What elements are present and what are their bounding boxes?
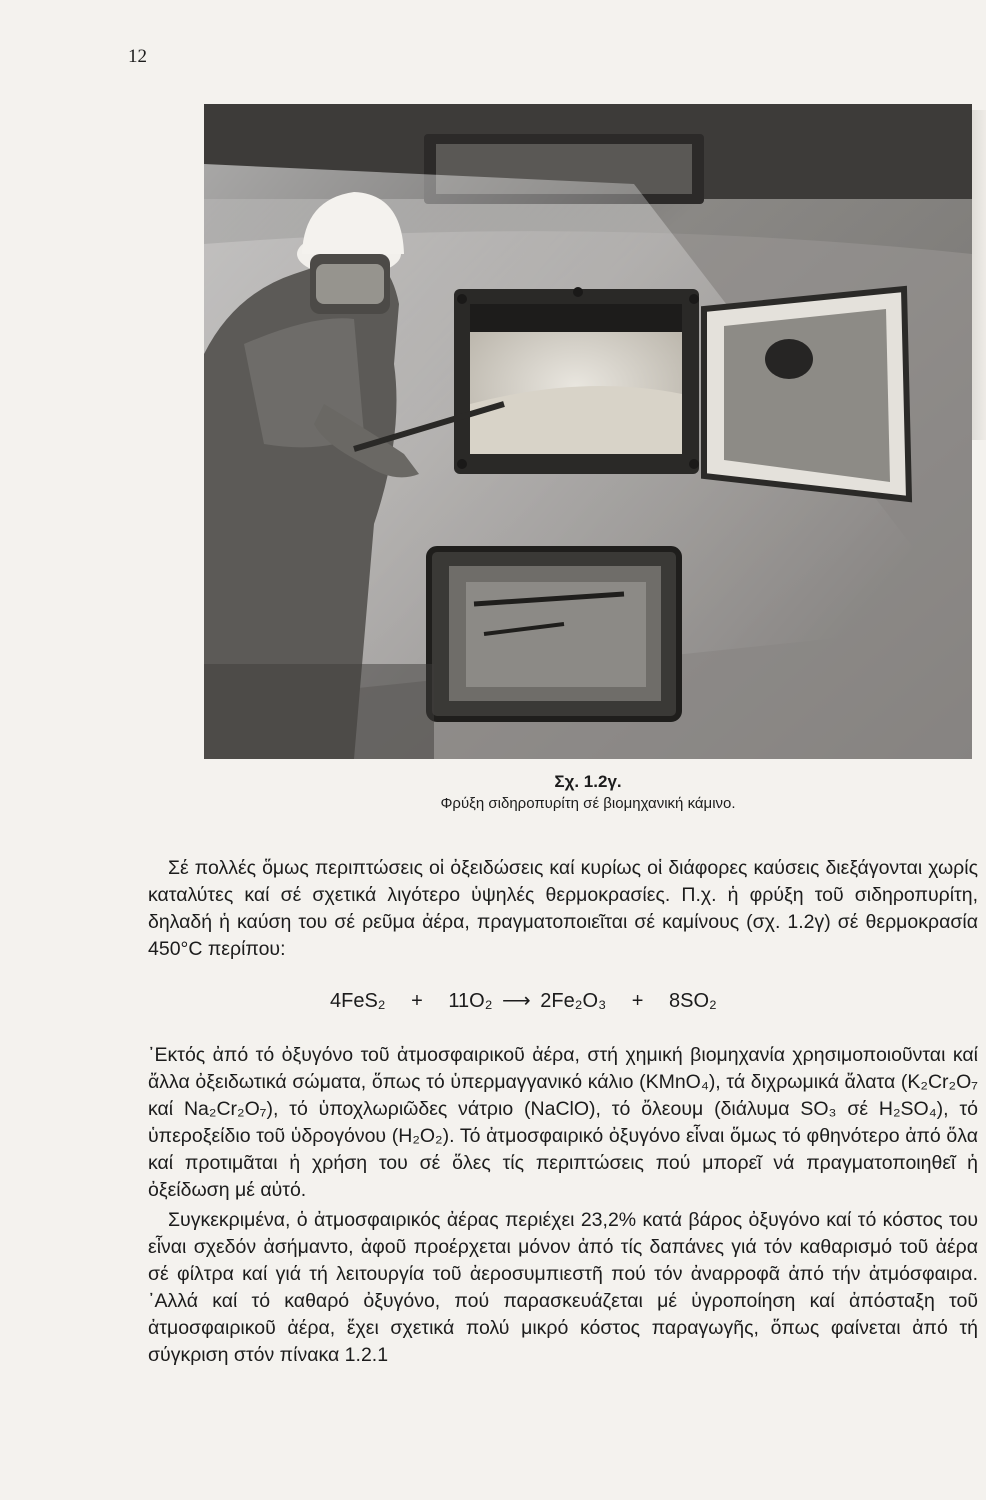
furnace-photo: [204, 104, 972, 759]
equation-plus-1: +: [411, 990, 423, 1012]
paragraph-3: Συγκεκριμένα, ὁ ἀτμοσφαιρικός ἀέρας περιέχει 23,2% κατά βάρος ὀξυγόνο καί τό κόστος του εἶναι σχεδόν ἀσήμαντο, ἀφοῦ προέρχεται μόνον ἀπό τίς δαπάνες γιά τόν καθαρισμό τοῦ ἀέρα σέ φίλτρα καί γιά τή λειτουργία τοῦ ἀεροσυμπιεστῆ πού τόν ἀναρροφᾶ ἀπό τήν ἀτμόσφαιρα. ᾿Αλλά καί τό καθαρό ὀξυγόνο, πού παρασκευάζεται μέ ὑγροποίηση καί ἀπόσταξη τοῦ ἀτμοσφαιρικοῦ ἀέρα, ἔχει σχετικά πολύ μικρό κόστος παραγωγῆς, ὅπως φαίνεται ἀπό τή σύγκριση στόν πίνακα 1.2.1: [148, 1209, 978, 1366]
equation-product-2: 8SO₂: [669, 990, 717, 1012]
chemical-equation: [330, 988, 810, 1013]
figure-caption: Φρύξη σιδηροπυρίτη σέ βιομηχανική κάμινο.: [440, 795, 736, 812]
paragraph-2: ᾿Εκτός ἀπό τό ὀξυγόνο τοῦ ἀτμοσφαιρικοῦ ἀέρα, στή χημική βιομηχανία χρησιμοποιοῦνται καί ἄλλα ὀξειδωτικά σώματα, ὅπως τό ὑπερμαγγανικό κάλιο (KMnO₄), τά διχρωμικά ἄλατα (K₂Cr₂O₇ καί Na₂Cr₂O₇), τό ὑποχλωριῶδες νάτριο (NaClO), τό ὄλεουμ (διάλυμα SO₃ σέ H₂SO₄), τό ὑπεροξείδιο τοῦ ὑδρογόνου (H₂O₂). Τό ἀτμοσφαιρικό ὀξυγόνο εἶναι ὅμως τό φθηνότερο ἀπό ὅλα καί προτιμᾶται ἡ χρήση του σέ ὅλες τίς περιπτώσεις πού μπορεῖ νά πραγματοποιηθεῖ ἡ ὀξείδωση μέ αὐτό.: [148, 1044, 978, 1201]
equation-arrow: ⟶: [502, 990, 531, 1012]
figure-label: Σχ. 1.2γ.: [554, 772, 622, 791]
equation-reactant-2: 11O₂: [448, 990, 493, 1012]
facing-page-bleed: [972, 110, 986, 440]
equation-reactant-1: 4FeS₂: [330, 990, 386, 1012]
page-number: 12: [128, 46, 147, 67]
equation-product-1: 2Fe₂O₃: [540, 990, 607, 1012]
equation-plus-2: +: [631, 990, 644, 1012]
paragraph-1: Σέ πολλές ὅμως περιπτώσεις οἱ ὀξειδώσεις καί κυρίως οἱ διάφορες καύσεις διεξάγονται χωρίς καταλύτες καί σέ σχετικά λιγότερο ὑψηλές θερμοκρασίες. Π.χ. ἡ φρύξη τοῦ σιδηροπυρίτη, δηλαδή ἡ καύση του σέ ρεῦμα ἀέρα, πραγματοποιεῖται σέ καμίνους (σχ. 1.2γ) σέ θερμοκρασία 450°C περίπου:: [148, 857, 978, 960]
